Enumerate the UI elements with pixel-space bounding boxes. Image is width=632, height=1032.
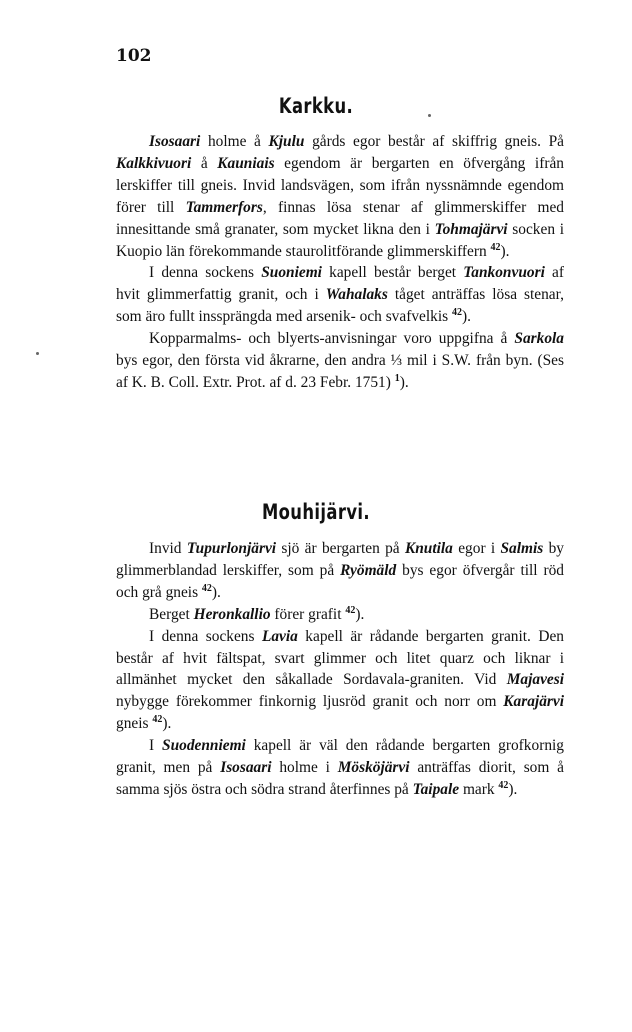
italic-name: Tammerfors <box>185 198 263 216</box>
italic-name: Isosaari <box>149 133 201 150</box>
footnote-ref: 42 <box>152 714 163 726</box>
heading-karkku: Karkku. <box>278 94 354 118</box>
text-run: holme i <box>271 759 338 777</box>
italic-name: Tupurlonjärvi <box>186 540 277 557</box>
italic-name: Kauniais <box>217 154 275 172</box>
text-run: I denna sockens <box>149 627 262 645</box>
paragraph <box>116 626 564 736</box>
footnote-ref: 42 <box>498 779 509 791</box>
italic-name: Majavesi <box>506 671 564 689</box>
text-run: Kopparmalms- och blyerts-anvisningar voro uppgifna å <box>149 330 515 348</box>
text-run: ). <box>355 605 365 623</box>
text-run: egendom är bergarten en öfvergång ifrån lerskiffer till gneis. Invid landsvägen, som ifrån nyssnämnde egendom förer till <box>116 154 564 216</box>
section-mouhijarvi <box>116 538 564 801</box>
paragraph <box>116 538 564 604</box>
text-run: I denna sockens <box>149 264 262 282</box>
text-run: å <box>191 154 218 172</box>
italic-name: Heronkallio <box>193 605 271 623</box>
italic-name: Kjulu <box>268 133 305 150</box>
italic-name: Suodenniemi <box>162 737 246 755</box>
paragraph <box>116 328 564 394</box>
text-run: , finnas lösa stenar af glimmerskiffer med innesittande små granater, som mycket likna den i <box>116 198 565 238</box>
italic-name: Sarkola <box>514 330 564 348</box>
text-run: ). <box>211 583 221 601</box>
text-run: Berget <box>149 605 194 623</box>
italic-name: Salmis <box>500 540 544 557</box>
text-run: mark <box>459 780 499 798</box>
text-run: af hvit glimmerfattig granit, och i <box>116 264 565 304</box>
italic-name: Taipale <box>412 780 460 798</box>
text-run: kapell består berget <box>321 264 464 282</box>
italic-name: Mösköjärvi <box>337 759 410 777</box>
text-run: holme å <box>200 133 269 150</box>
italic-name: Suoniemi <box>261 264 322 282</box>
paragraph <box>116 262 564 328</box>
italic-name: Isosaari <box>220 759 272 777</box>
paragraph <box>116 604 564 626</box>
footnote-ref: 42 <box>201 582 212 594</box>
italic-name: Lavia <box>261 627 298 645</box>
paragraph <box>116 131 564 262</box>
print-speck <box>428 114 431 117</box>
text-run: ). <box>162 715 172 733</box>
text-run: ). <box>508 780 518 798</box>
paragraph <box>116 735 564 801</box>
footnote-ref: 42 <box>345 604 356 616</box>
text-run: anträffas diorit, som å samma sjös östra och södra strand återfinnes på <box>116 759 564 798</box>
text-run: tåget anträffas lösa stenar, som äro fullt inssprängda med arsenik- och svafvelkis <box>116 286 564 326</box>
italic-name: Ryömäld <box>340 561 397 579</box>
text-run: kapell är rådande bergarten granit. Den består af hvit fältspat, svart glimmer och litet quarz och liknar i allmänhet mycket den såkallade Sordavala-graniten. Vid <box>116 627 564 689</box>
text-run: by glimmerblandad lerskiffer, som på <box>116 540 564 579</box>
italic-name: Tankonvuori <box>463 264 545 282</box>
page-number: 102 <box>116 46 152 66</box>
text-run: nybygge förekommer finkornig ljusröd granit och norr om <box>116 693 504 711</box>
footnote-ref: 42 <box>490 241 501 253</box>
text-run: egor i <box>452 540 501 557</box>
text-run: ). <box>399 373 409 391</box>
text-run: gårds egor består af skiffrig gneis. På <box>304 133 564 150</box>
text-run: gneis <box>116 715 153 733</box>
italic-name: Karajärvi <box>503 693 564 711</box>
text-run: bys egor öfvergår till röd och grå gneis <box>116 561 564 601</box>
italic-name: Wahalaks <box>325 286 388 304</box>
italic-name: Tohmajärvi <box>434 220 508 238</box>
footnote-ref: 1 <box>394 372 400 384</box>
italic-name: Knutila <box>404 540 453 557</box>
footnote-ref: 42 <box>451 307 462 319</box>
italic-name: Kalkkivuori <box>116 154 192 172</box>
text-run: I <box>149 737 163 755</box>
text-run: ). <box>461 308 471 326</box>
text-run: förer grafit <box>270 605 346 623</box>
section-karkku <box>116 131 564 394</box>
text-run: Invid <box>149 540 187 557</box>
text-run: kapell är väl den rådande bergarten grofkornig granit, men på <box>116 737 564 777</box>
text-run: sjö är bergarten på <box>276 540 405 557</box>
text-run: bys egor, den första vid åkrarne, den andra ⅓ mil i S.W. från byn. (Ses af K. B. Coll. Extr. Prot. af d. 23 Febr. 1751) <box>116 352 564 391</box>
heading-mouhijarvi: Mouhijärvi. <box>261 500 371 524</box>
print-speck <box>36 352 39 355</box>
text-run: socken i Kuopio län förekommande staurolitförande glimmerskiffern <box>116 220 564 260</box>
text-run: ). <box>500 242 510 260</box>
